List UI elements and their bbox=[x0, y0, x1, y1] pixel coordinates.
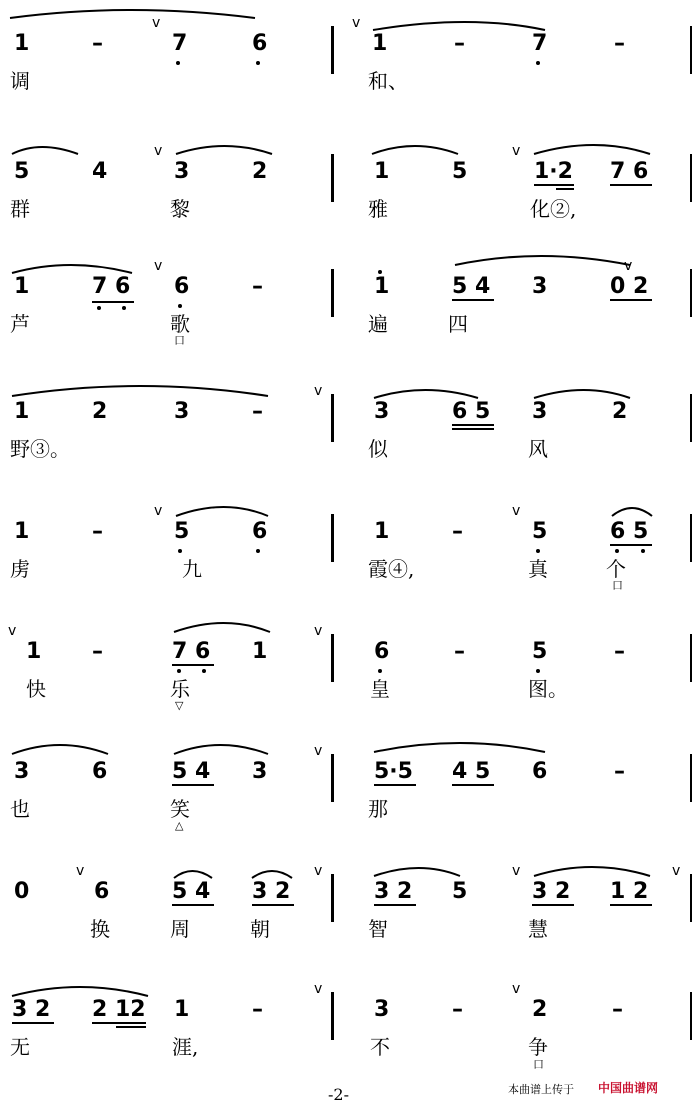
bar-line bbox=[331, 874, 334, 922]
note: 5 4 bbox=[172, 759, 211, 784]
breath-mark: v bbox=[314, 981, 323, 997]
breath-mark: v bbox=[314, 383, 323, 399]
breath-mark: v bbox=[154, 503, 163, 519]
lyric: 黎 bbox=[170, 197, 190, 221]
note: 3 bbox=[252, 759, 268, 784]
note: – bbox=[452, 519, 463, 544]
bar-line bbox=[690, 394, 692, 442]
lyric: 不 bbox=[370, 1035, 390, 1059]
bar-line bbox=[690, 874, 692, 922]
bar-line bbox=[331, 634, 334, 682]
note: 2 bbox=[92, 399, 108, 424]
underline bbox=[92, 301, 134, 303]
note: 5 4 bbox=[172, 879, 211, 904]
bar-line bbox=[690, 269, 692, 317]
note: 3 2 bbox=[374, 879, 413, 904]
underline bbox=[556, 188, 574, 190]
underline bbox=[534, 184, 574, 186]
note: 1 bbox=[374, 274, 390, 299]
lyric: 慧 bbox=[528, 917, 548, 941]
low-octave-dot bbox=[177, 669, 181, 673]
note: 6 bbox=[92, 759, 108, 784]
underline bbox=[610, 299, 652, 301]
low-octave-dot bbox=[641, 549, 645, 553]
note: 5·5 bbox=[374, 759, 413, 784]
lyric: 智 bbox=[368, 917, 388, 941]
note: 5 bbox=[532, 519, 548, 544]
underline bbox=[452, 784, 494, 786]
note: 7 6 bbox=[610, 159, 649, 184]
note: 3 bbox=[174, 399, 190, 424]
note: – bbox=[252, 399, 263, 424]
accent-mark: 口 bbox=[174, 334, 185, 347]
low-octave-dot bbox=[378, 669, 382, 673]
note: 3 bbox=[374, 997, 390, 1022]
lyric: 风 bbox=[528, 437, 548, 461]
note: – bbox=[454, 31, 465, 56]
lyric: 化②, bbox=[530, 197, 577, 221]
breath-mark: v bbox=[152, 15, 161, 31]
note: 6 5 bbox=[610, 519, 649, 544]
low-octave-dot bbox=[176, 61, 180, 65]
score-system-1 bbox=[0, 0, 700, 110]
note: – bbox=[614, 759, 625, 784]
bar-line bbox=[331, 514, 334, 562]
lyric: 笑 bbox=[170, 797, 190, 821]
underline bbox=[116, 1026, 146, 1028]
note: 6 bbox=[94, 879, 110, 904]
bar-line bbox=[331, 26, 334, 74]
slur-marks bbox=[0, 608, 700, 718]
score-system-9 bbox=[0, 966, 700, 1076]
breath-mark: v bbox=[672, 863, 681, 879]
accent-mark: △ bbox=[175, 819, 184, 832]
note: 1 2 bbox=[610, 879, 649, 904]
note: 7 6 bbox=[92, 274, 131, 299]
lyric: 皇 bbox=[370, 677, 390, 701]
lyric: 乐 bbox=[170, 677, 190, 701]
note: 3 bbox=[374, 399, 390, 424]
note: 1·2 bbox=[534, 159, 573, 184]
bar-line bbox=[690, 514, 692, 562]
low-octave-dot bbox=[256, 549, 260, 553]
breath-mark: v bbox=[512, 503, 521, 519]
lyric: 真 bbox=[528, 557, 548, 581]
high-octave-dot bbox=[378, 270, 382, 274]
bar-line bbox=[331, 269, 334, 317]
note: – bbox=[252, 997, 263, 1022]
note: 3 bbox=[532, 274, 548, 299]
lyric: 芦 bbox=[10, 312, 30, 336]
lyric: 似 bbox=[368, 437, 388, 461]
note: 1 bbox=[374, 159, 390, 184]
note: – bbox=[92, 31, 103, 56]
breath-mark: v bbox=[8, 623, 17, 639]
note: – bbox=[614, 31, 625, 56]
lyric: 四 bbox=[448, 312, 468, 336]
note: 1 bbox=[14, 519, 30, 544]
low-octave-dot bbox=[122, 306, 126, 310]
underline bbox=[374, 904, 416, 906]
accent-mark: 口 bbox=[612, 579, 623, 592]
note: 6 bbox=[532, 759, 548, 784]
note: – bbox=[92, 519, 103, 544]
note: – bbox=[612, 997, 623, 1022]
note: 7 6 bbox=[172, 639, 211, 664]
lyric: 群 bbox=[10, 197, 30, 221]
note: 0 2 bbox=[610, 274, 649, 299]
lyric: 雅 bbox=[368, 197, 388, 221]
note: 5 bbox=[452, 879, 468, 904]
note: – bbox=[252, 274, 263, 299]
note: 5 4 bbox=[452, 274, 491, 299]
note: 3 2 bbox=[12, 997, 51, 1022]
lyric: 虏 bbox=[10, 557, 30, 581]
slur-marks bbox=[0, 0, 700, 110]
accent-mark: ▽ bbox=[175, 699, 184, 712]
note: 1 bbox=[252, 639, 268, 664]
source-note: 本曲谱上传于 bbox=[508, 1083, 574, 1096]
lyric: 图。 bbox=[528, 677, 568, 701]
breath-mark: v bbox=[352, 15, 361, 31]
underline bbox=[172, 904, 214, 906]
underline bbox=[252, 904, 294, 906]
low-octave-dot bbox=[615, 549, 619, 553]
lyric: 快 bbox=[26, 677, 46, 701]
note: 5 bbox=[532, 639, 548, 664]
page-number: -2- bbox=[328, 1085, 349, 1104]
low-octave-dot bbox=[178, 549, 182, 553]
note: 6 bbox=[252, 31, 268, 56]
underline bbox=[452, 424, 494, 426]
score-system-3 bbox=[0, 243, 700, 353]
bar-line bbox=[690, 754, 692, 802]
score-system-8 bbox=[0, 848, 700, 958]
lyric: 涯, bbox=[172, 1035, 199, 1059]
bar-line bbox=[331, 154, 334, 202]
low-octave-dot bbox=[178, 304, 182, 308]
underline bbox=[172, 784, 214, 786]
bar-line bbox=[690, 992, 692, 1040]
note: 1 bbox=[14, 274, 30, 299]
note: 3 bbox=[532, 399, 548, 424]
score-system-6 bbox=[0, 608, 700, 718]
underline bbox=[172, 664, 214, 666]
lyric: 野③。 bbox=[10, 437, 70, 461]
bar-line bbox=[331, 754, 334, 802]
breath-mark: v bbox=[314, 863, 323, 879]
lyric: 九 bbox=[182, 557, 202, 581]
bar-line bbox=[690, 154, 692, 202]
underline bbox=[92, 1022, 146, 1024]
lyric: 那 bbox=[368, 797, 388, 821]
note: 2 bbox=[532, 997, 548, 1022]
note: 0 bbox=[14, 879, 30, 904]
note: 3 2 bbox=[532, 879, 571, 904]
site-logo[interactable]: 中国曲谱网 bbox=[598, 1081, 659, 1095]
note: 4 bbox=[92, 159, 108, 184]
low-octave-dot bbox=[536, 61, 540, 65]
note: – bbox=[614, 639, 625, 664]
note: 1 bbox=[174, 997, 190, 1022]
bar-line bbox=[690, 26, 692, 74]
note: 5 bbox=[14, 159, 30, 184]
lyric: 霞④, bbox=[368, 557, 415, 581]
note: 6 bbox=[252, 519, 268, 544]
note: 3 bbox=[174, 159, 190, 184]
note: 6 bbox=[174, 274, 190, 299]
note: 6 5 bbox=[452, 399, 491, 424]
bar-line bbox=[331, 992, 334, 1040]
breath-mark: v bbox=[154, 258, 163, 274]
lyric: 换 bbox=[90, 917, 110, 941]
note: 2 12 bbox=[92, 997, 146, 1022]
underline bbox=[610, 904, 652, 906]
breath-mark: v bbox=[624, 258, 633, 274]
bar-line bbox=[690, 634, 692, 682]
lyric: 调 bbox=[10, 69, 30, 93]
underline bbox=[12, 1022, 54, 1024]
score-system-2 bbox=[0, 128, 700, 238]
low-octave-dot bbox=[256, 61, 260, 65]
note: 1 bbox=[14, 31, 30, 56]
note: 1 bbox=[26, 639, 42, 664]
note: 5 bbox=[452, 159, 468, 184]
underline bbox=[374, 784, 416, 786]
note: 6 bbox=[374, 639, 390, 664]
lyric: 朝 bbox=[250, 917, 270, 941]
lyric: 周 bbox=[170, 917, 190, 941]
breath-mark: v bbox=[512, 981, 521, 997]
note: 4 5 bbox=[452, 759, 491, 784]
score-system-5 bbox=[0, 488, 700, 598]
score-system-4 bbox=[0, 368, 700, 478]
breath-mark: v bbox=[512, 863, 521, 879]
bar-line bbox=[331, 394, 334, 442]
low-octave-dot bbox=[536, 669, 540, 673]
lyric: 遍 bbox=[368, 312, 388, 336]
note: 1 bbox=[14, 399, 30, 424]
breath-mark: v bbox=[76, 863, 85, 879]
underline bbox=[532, 904, 574, 906]
score-system-7 bbox=[0, 728, 700, 838]
accent-mark: 口 bbox=[533, 1058, 544, 1071]
underline bbox=[610, 544, 652, 546]
note: 3 2 bbox=[252, 879, 291, 904]
slur-marks bbox=[0, 488, 700, 598]
lyric: 歌 bbox=[170, 312, 190, 336]
low-octave-dot bbox=[97, 306, 101, 310]
lyric: 争 bbox=[528, 1035, 548, 1059]
note: 1 bbox=[374, 519, 390, 544]
lyric: 无 bbox=[10, 1035, 30, 1059]
note: – bbox=[92, 639, 103, 664]
note: 7 bbox=[532, 31, 548, 56]
note: – bbox=[452, 997, 463, 1022]
underline bbox=[452, 299, 494, 301]
note: 1 bbox=[372, 31, 388, 56]
lyric: 个 bbox=[606, 557, 626, 581]
note: 5 bbox=[174, 519, 190, 544]
underline bbox=[610, 184, 652, 186]
breath-mark: v bbox=[314, 743, 323, 759]
note: 7 bbox=[172, 31, 188, 56]
note: 3 bbox=[14, 759, 30, 784]
low-octave-dot bbox=[202, 669, 206, 673]
breath-mark: v bbox=[512, 143, 521, 159]
lyric: 和、 bbox=[368, 69, 408, 93]
note: 2 bbox=[252, 159, 268, 184]
note: – bbox=[454, 639, 465, 664]
breath-mark: v bbox=[314, 623, 323, 639]
breath-mark: v bbox=[154, 143, 163, 159]
low-octave-dot bbox=[536, 549, 540, 553]
note: 2 bbox=[612, 399, 628, 424]
lyric: 也 bbox=[10, 797, 30, 821]
underline bbox=[452, 428, 494, 430]
